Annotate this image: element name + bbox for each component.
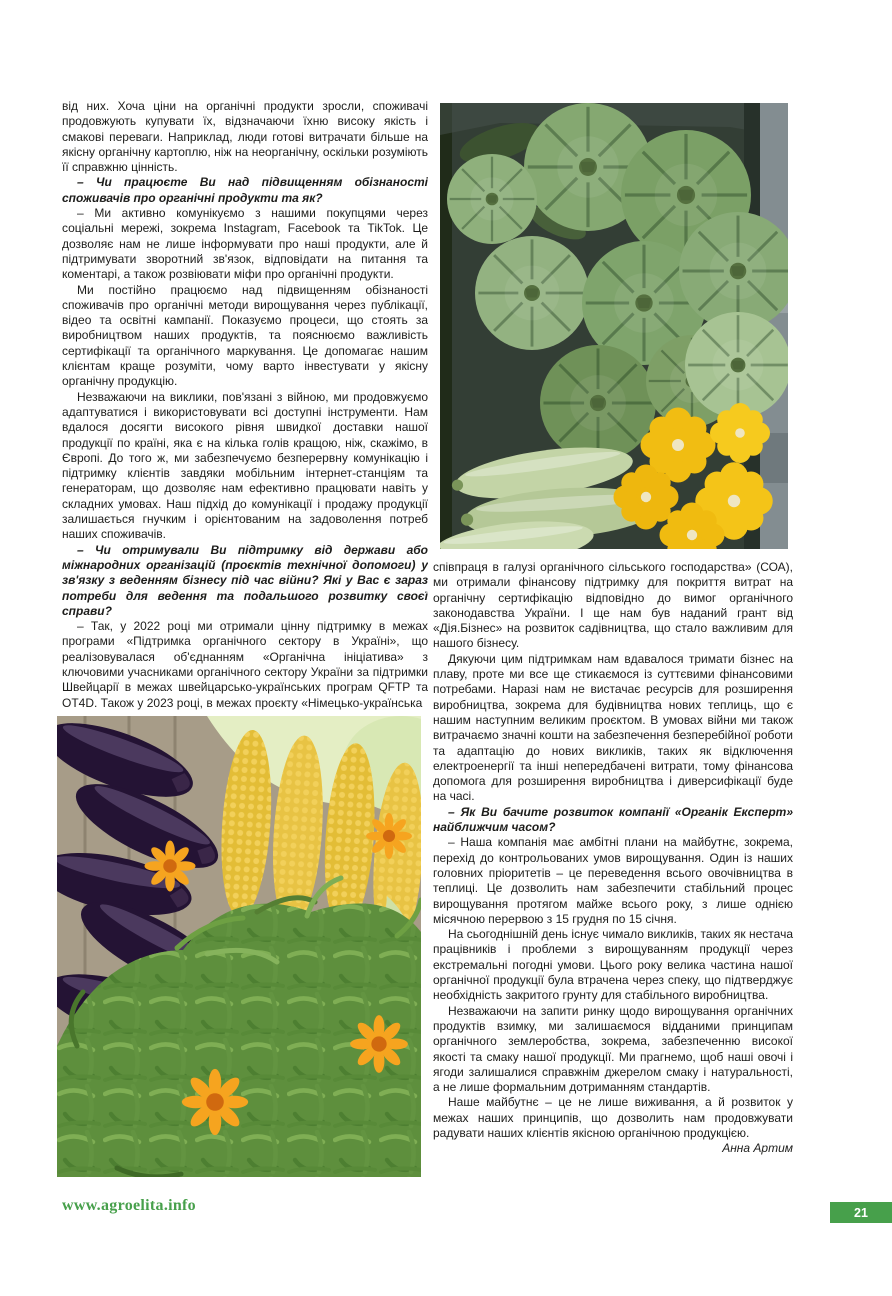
article-paragraph: – Наша компанія має амбітні плани на майбутнє, зокрема, перехід до контрольованих умов вирощування. Один із наших головних пріоритетів – це переведення всього овочівництва в теплиці. Це дозволить нам забезпечити стабільний процес вирощування протягом майже всього року, з лише однією місячною перервою з 15 грудня по 15 січня. <box>433 835 793 926</box>
page-number-badge: 21 <box>830 1202 892 1223</box>
article-paragraph: – Так, у 2022 році ми отримали цінну підтримку в межах програми «Підтримка органічного сектору в Україні», що реалізовувалася об'єднанням «Органічна ініціатива» з ключовими учасниками органічного сектору України за підтримки Швейцарії в межах швейцарсько-українських програм QFTP та ОТ4D. Також у 2023 році, в межах проєкту «Німецько-українська <box>62 619 428 710</box>
interview-question: – Чи працюєте Ви над підвищенням обізнаності споживачів про органічні продукти та як? <box>62 175 428 205</box>
article-paragraph: Незважаючи на виклики, пов'язані з війною, ми продовжуємо адаптуватися і використовувати всі доступні інструменти. Нам вдалося досягти високого рівня швидкої доставки нашої продукції по країні, яка є на кілька голів кращою, ніж, скажімо, в Європі. До того ж, ми забезпечуємо безперервну комунікацію і підтримку клієнтів завдяки мобільним інтернет-станціям та генераторам, що дозволяє нам ефективно працювати навіть у складних умовах. Наш підхід до комунікації і продажу продукції залишається гнучким і орієнтованим на задоволення потреб наших споживачів. <box>62 389 428 542</box>
article-paragraph: Дякуючи цим підтримкам нам вдавалося тримати бізнес на плаву, проте ми все ще стикаємося із суттєвими фінансовими потребами. Наразі нам не вистачає ресурсів для розширення виробництва, зокрема для будівництва нових теплиць, що є нашим наступним великим проєктом. В умовах війни ми також витрачаємо значні кошти на забезпечення безперебійної роботи та адаптацію до нових викликів, таких як відключення електроенергії та інші непередбачені витрати, тому фінансова допомога для розширення виробництва і диверсифікації буде на часі. <box>433 651 793 804</box>
article-column-left <box>62 99 428 713</box>
interview-question: – Як Ви бачите розвиток компанії «Органік Експерт» найближчим часом? <box>433 804 793 835</box>
interview-question: – Чи отримували Ви підтримку від держави або міжнародних організацій (проєктів технічної допомоги) у зв'язку з веденням бізнесу під час війни? Які у Вас є зараз потреби для ведення та подальшого розвитку своєї справи? <box>62 542 428 618</box>
article-paragraph: співпраця в галузі органічного сільського господарства» (СОА), ми отримали фінансову підтримку для покриття витрат на органічну сертифікацію відповідно до вимог органічного законодавства України. І ще нам був наданий грант від «Дія.Бізнес» на розвиток садівництва, що стало важливим для нашого бізнесу. <box>433 560 793 651</box>
article-paragraph: Ми постійно працюємо над підвищенням обізнаності споживачів про органічні методи вирощування через публікації, відео та освітні кампанії. Показуємо процеси, що стоять за виробництвом наших продуктів, та пояснюємо важливість сертифікації та органічного маркування. Це допомагає нашим клієнтам краще розуміти, чому варто інвестувати у якісну органічну продукцію. <box>62 282 428 389</box>
article-paragraph: від них. Хоча ціни на органічні продукти зросли, споживачі продовжують купувати їх, відзначаючи їхню високу якість і смакові переваги. Наприклад, люди готові витрачати більше на якісну органічну картоплю, ніж на неорганічну, оскільки розуміють її справжню цінність. <box>62 99 428 175</box>
photo-squash-crate <box>440 103 788 549</box>
article-paragraph: – Ми активно комунікуємо з нашими покупцями через соціальні мережі, зокрема Instagram, Facebook та TikTok. Це дозволяє нам не лише інформувати про наші продукти, але й підтримувати зворотний зв'язок, відповідати на питання та коментарі, а також розвіювати міфи про органічні продукти. <box>62 206 428 282</box>
article-author: Анна Артим <box>722 1141 793 1156</box>
article-column-right <box>433 560 793 1157</box>
photo-vegetable-harvest <box>57 716 421 1177</box>
article-paragraph: Незважаючи на запити ринку щодо вирощування органічних продуктів взимку, ми залишаємося відданими принципам органічного землеробства, зокрема, забезпеченню високої якості та смаку нашої продукції. Ми прагнемо, щоб наші овочі і ягоди залишалися справжнім джерелом смаку і натуральності, а не лише формальним дотриманням стандартів. <box>433 1003 793 1095</box>
article-paragraph: На сьогоднішній день існує чимало викликів, таких як нестача працівників і проблеми з вирощуванням продукції через екстремальні погодні умови. Цього року велика частина нашої органічної продукції була втрачена через спеку, що підтверджує необхідність закритого грунту для стабільного виробництва. <box>433 927 793 1003</box>
footer-site-link[interactable]: www.agroelita.info <box>62 1197 196 1214</box>
article-paragraph: Наше майбутнє – це не лише виживання, а й розвиток у межах наших принципів, що дозволить нам продовжувати радувати наших клієнтів якісною органічною продукцією. <box>433 1095 793 1140</box>
